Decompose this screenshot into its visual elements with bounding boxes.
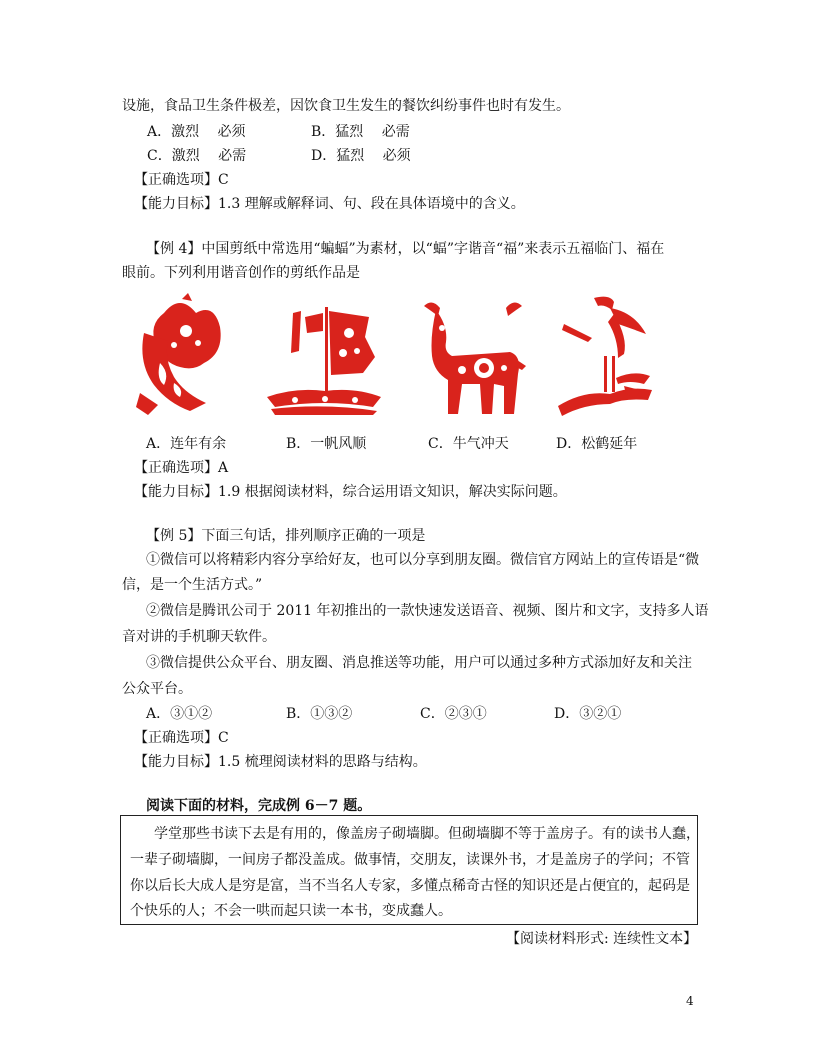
answer-line: 【正确选项】C (134, 172, 229, 188)
text-line: 设施，食品卫生条件极差，因饮食卫生发生的餐饮纠纷事件也时有发生。 (122, 98, 570, 114)
sentence-1: ①微信可以将精彩内容分享给好友，也可以分享到朋友圈。微信官方网站上的宣传语是“微 (146, 552, 700, 568)
example-5-stem: 【例 5】下面三句话，排列顺序正确的一项是 (146, 528, 426, 544)
reading-form-label: 【阅读材料形式: 连续性文本】 (506, 931, 698, 947)
fish-lotus-papercut (134, 293, 226, 415)
example-4-stem-cont: 眼前。下列利用谐音创作的剪纸作品是 (122, 265, 360, 281)
sentence-3-cont: 公众平台。 (122, 681, 192, 697)
sailboat-papercut (265, 303, 383, 415)
option-b: B．猛烈 必需 (311, 124, 410, 140)
sentence-2-cont: 音对讲的手机聊天软件。 (122, 629, 276, 645)
ox-papercut (418, 296, 528, 416)
goal-line: 【能力目标】1.5 梳理阅读材料的思路与结构。 (134, 754, 427, 770)
answer-line: 【正确选项】A (134, 460, 229, 476)
page-number: 4 (686, 994, 694, 1008)
answer-line: 【正确选项】C (134, 730, 229, 746)
option-a: A．连年有余 (146, 436, 227, 452)
option-b: B．①③② (286, 706, 353, 722)
goal-line: 【能力目标】1.9 根据阅读材料，综合运用语文知识，解决实际问题。 (134, 484, 567, 500)
reading-line: 一辈子砌墙脚，一间房子都没盖成。做事情，交朋友，读课外书，才是盖房子的学问；不管 (130, 852, 690, 868)
option-d: D．猛烈 必须 (311, 148, 411, 164)
option-d: D．③②① (554, 706, 622, 722)
option-c: C．②③① (420, 706, 487, 722)
option-c: C．激烈 必需 (147, 148, 247, 164)
option-a: A．激烈 必须 (147, 124, 246, 140)
reading-line: 个快乐的人；不会一哄而起只读一本书，变成蠢人。 (130, 903, 452, 919)
goal-line: 【能力目标】1.3 理解或解释词、句、段在具体语境中的含义。 (134, 196, 525, 212)
sentence-3: ③微信提供公众平台、朋友圈、消息推送等功能，用户可以通过多种方式添加好友和关注 (146, 655, 692, 671)
reading-line: 你以后长大成人是穷是富，当不当名人专家，多懂点稀奇古怪的知识还是占便宜的，起码是 (130, 878, 690, 894)
crane-pine-papercut (554, 294, 654, 418)
sentence-1-cont: 信，是一个生活方式。” (122, 577, 263, 593)
sentence-2: ②微信是腾讯公司于 2011 年初推出的一款快速发送语音、视频、图片和文字，支持多人语 (146, 603, 709, 619)
option-a: A．③①② (146, 706, 213, 722)
option-c: C．牛气冲天 (428, 436, 509, 452)
reading-line: 学堂那些书读下去是有用的，像盖房子砌墙脚。但砌墙脚不等于盖房子。有的读书人蠢， (154, 826, 700, 842)
option-d: D．松鹤延年 (556, 436, 638, 452)
option-b: B．一帆风顺 (286, 436, 367, 452)
example-4-stem: 【例 4】中国剪纸中常选用“蝙蝠”为素材，以“蝠”字谐音“福”来表示五福临门、福在 (146, 241, 665, 257)
reading-heading: 阅读下面的材料，完成例 6－7 题。 (146, 798, 372, 814)
